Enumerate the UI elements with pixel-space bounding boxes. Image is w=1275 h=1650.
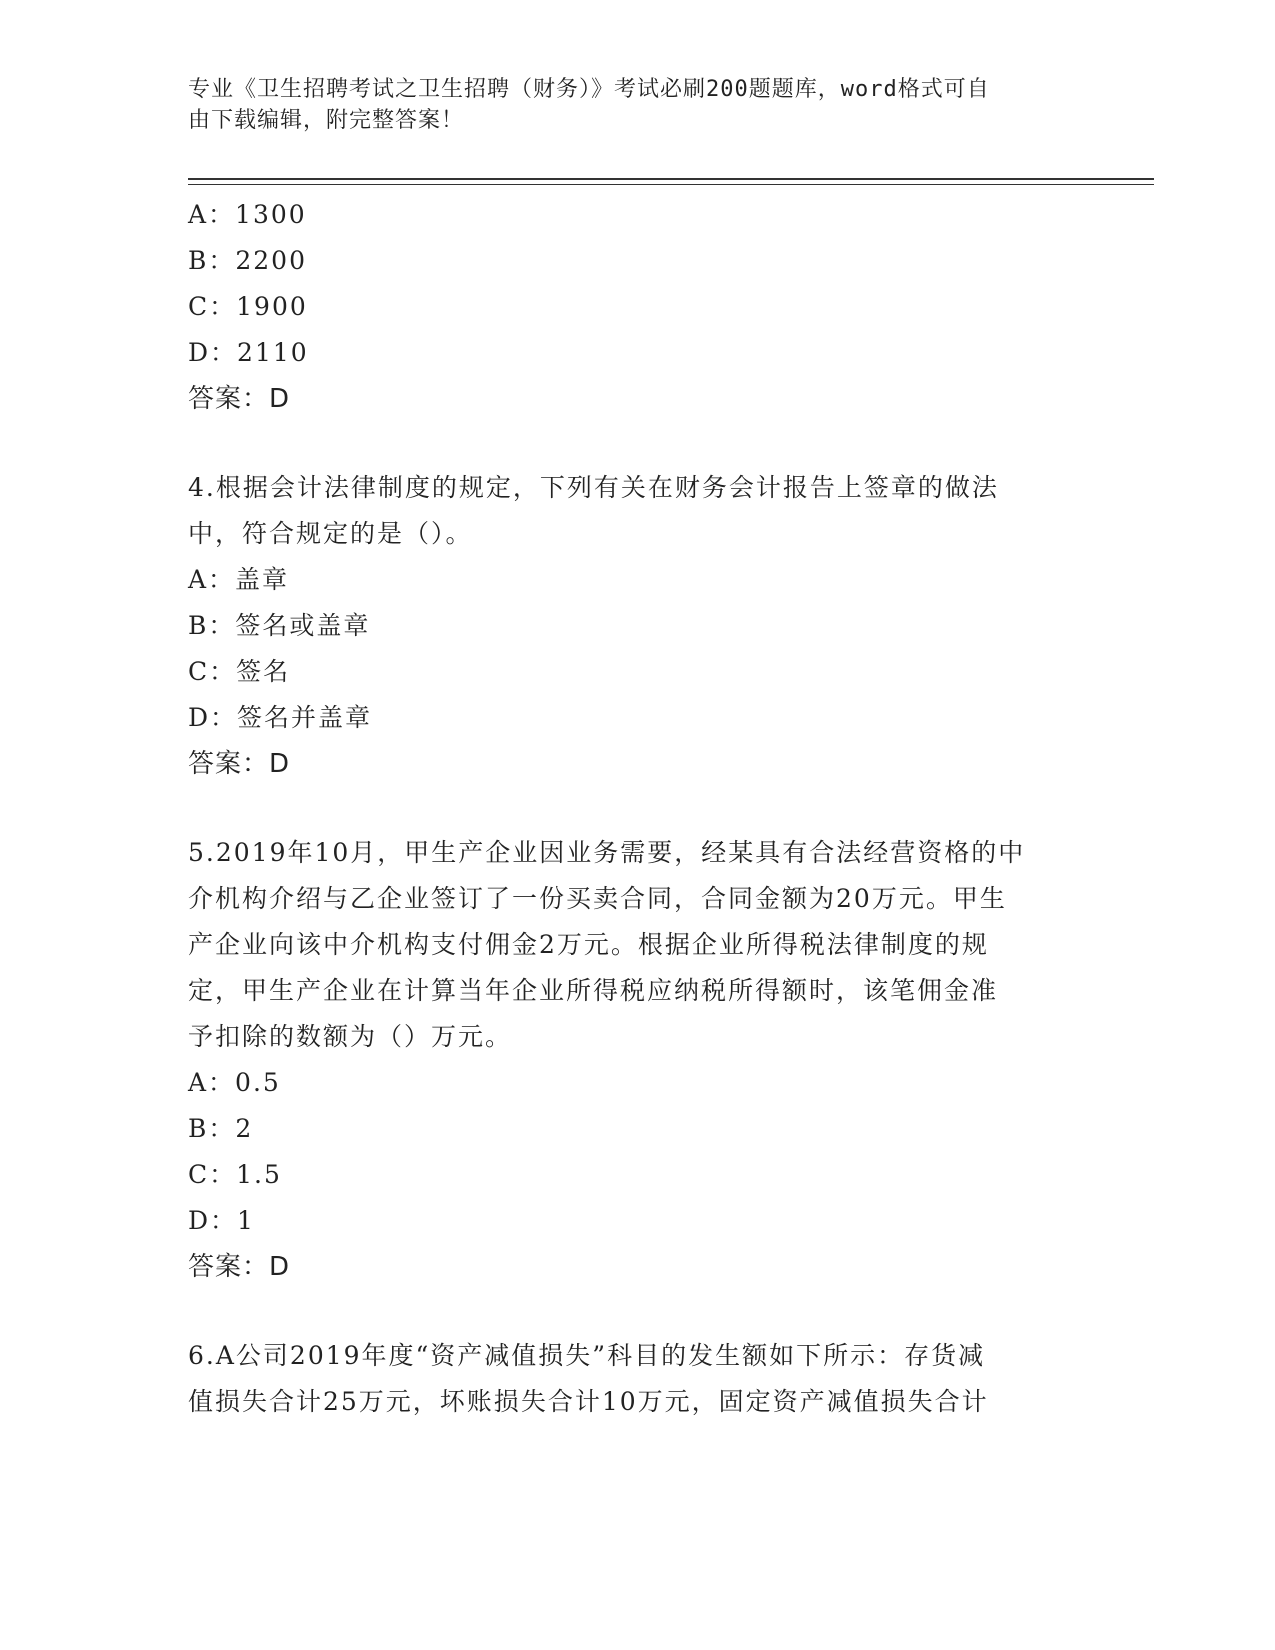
spacer (188, 1290, 1088, 1333)
option-d: D：1 (188, 1206, 255, 1235)
answer-line: 答案：D (188, 1252, 291, 1282)
question-stem-line: 介机构介绍与乙企业签订了一份买卖合同，合同金额为20万元。甲生 (188, 884, 1007, 913)
option-d: D：签名并盖章 (188, 703, 373, 732)
option-b: B：2200 (188, 246, 307, 275)
option-c: C：1900 (188, 292, 308, 321)
header-rule-thick (188, 178, 1154, 180)
header-title-line-1: 专业《卫生招聘考试之卫生招聘（财务）》考试必刷200题题库，word格式可自 (188, 77, 990, 102)
question-stem-line: 值损失合计25万元，坏账损失合计10万元，固定资产减值损失合计 (188, 1387, 989, 1416)
option-a: A：0.5 (188, 1068, 281, 1097)
header-rule-thin (188, 184, 1154, 185)
option-c: C：签名 (188, 657, 291, 686)
question-stem-line: 5.2019年10月，甲生产企业因业务需要，经某具有合法经营资格的中 (188, 838, 1026, 867)
option-a: A：盖章 (188, 565, 290, 594)
question-6-block (188, 1333, 1088, 1425)
question-3-block (188, 192, 1088, 422)
document-body (188, 192, 1088, 1425)
question-4-block (188, 465, 1088, 787)
question-stem-line: 中，符合规定的是（）。 (188, 519, 473, 548)
spacer (188, 422, 1088, 465)
answer-line: 答案：D (188, 384, 291, 414)
option-b: B：2 (188, 1114, 254, 1143)
option-c: C：1.5 (188, 1160, 282, 1189)
question-stem-line: 4.根据会计法律制度的规定，下列有关在财务会计报告上签章的做法 (188, 473, 999, 502)
question-stem-line: 产企业向该中介机构支付佣金2万元。根据企业所得税法律制度的规 (188, 930, 989, 959)
question-stem-line: 定，甲生产企业在计算当年企业所得税应纳税所得额时，该笔佣金准 (188, 976, 999, 1005)
document-header (188, 74, 1068, 136)
option-b: B：签名或盖章 (188, 611, 371, 640)
question-5-block (188, 830, 1088, 1290)
question-stem-line: 予扣除的数额为（）万元。 (188, 1022, 513, 1051)
option-a: A：1300 (188, 200, 307, 229)
answer-line: 答案：D (188, 749, 291, 779)
spacer (188, 787, 1088, 830)
option-d: D：2110 (188, 338, 309, 367)
question-stem-line: 6.A公司2019年度“资产减值损失”科目的发生额如下所示：存货减 (188, 1341, 986, 1370)
header-title-line-2: 由下载编辑，附完整答案！ (188, 108, 465, 133)
